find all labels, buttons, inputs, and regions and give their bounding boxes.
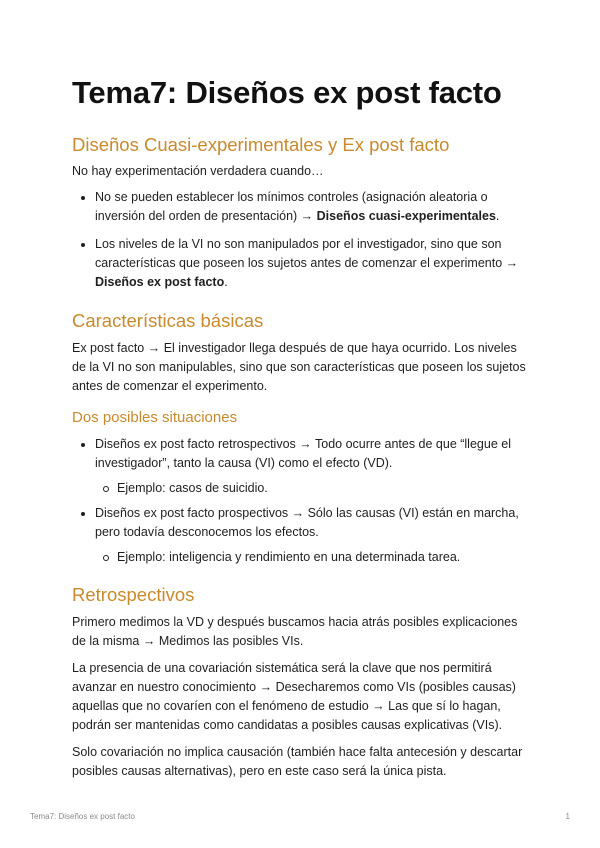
subheading-dos-situaciones: Dos posibles situaciones	[72, 409, 238, 426]
bullet1-end: .	[495, 209, 500, 223]
section2-paragraph: Ex post facto → El investigador llega después de que haya ocurrido. Los niveles de la VI no son manipulables, sino que son características que poseen los sujetos antes de comenzar el experimento.	[72, 341, 526, 393]
bullet1-bold: Diseños cuasi-experimentales	[316, 209, 496, 223]
bullet2-bold: Diseños ex post facto	[95, 275, 225, 289]
footer-title: Tema7: Diseños ex post facto	[30, 812, 135, 821]
situaciones-list	[72, 435, 532, 567]
bullet1-text: No se pueden establecer los mínimos controles (asignación aleatoria o inversión del orden de presentación) →	[95, 190, 488, 223]
section1-list	[72, 188, 532, 292]
page-footer	[30, 812, 570, 821]
section-heading-caracteristicas: Características básicas	[72, 310, 264, 331]
retro-paragraph-2: La presencia de una covariación sistemática será la clave que nos permitirá avanzar en nuestro conocimiento → Desecharemos como VIs (posibles causas) aquellas que no covaríen con el fenómeno de estudio → Las que sí lo hagan, podrán ser mantenidas como candidatas a posibles causas explicativas (VIs).	[72, 661, 516, 732]
section-heading-retrospectivos: Retrospectivos	[72, 584, 195, 605]
list-item: Ejemplo: casos de suicidio.	[72, 479, 532, 498]
list-item	[72, 235, 532, 292]
bullet2-text: Los niveles de la VI no son manipulados por el investigador, sino que son características que poseen los sujetos antes de comenzar el experimento →	[95, 237, 519, 270]
list-item: Ejemplo: inteligencia y rendimiento en una determinada tarea.	[72, 548, 532, 567]
page-number: 1	[565, 812, 570, 821]
section-heading-cuasi-experimentales: Diseños Cuasi-experimentales y Ex post facto	[72, 134, 450, 155]
retro-paragraph-3: Solo covariación no implica causación (también hace falta antecesión y descartar posibles causas alternativas), pero en este caso será la única pista.	[72, 745, 523, 778]
list-item	[72, 188, 532, 226]
bullet2-end: .	[224, 275, 228, 289]
list-item: Diseños ex post facto prospectivos → Sólo las causas (VI) están en marcha, pero todavía desconocemos los efectos.	[72, 504, 532, 542]
section1-intro: No hay experimentación verdadera cuando…	[72, 164, 324, 178]
retro-paragraph-1: Primero medimos la VD y después buscamos hacia atrás posibles explicaciones de la misma → Medimos las posibles VIs.	[72, 615, 518, 648]
page-title: Tema7: Diseños ex post facto	[72, 75, 502, 110]
document-page	[72, 72, 532, 781]
list-item: Diseños ex post facto retrospectivos → Todo ocurre antes de que “llegue el investigador”, tanto la causa (VI) como el efecto (VD).	[72, 435, 532, 473]
